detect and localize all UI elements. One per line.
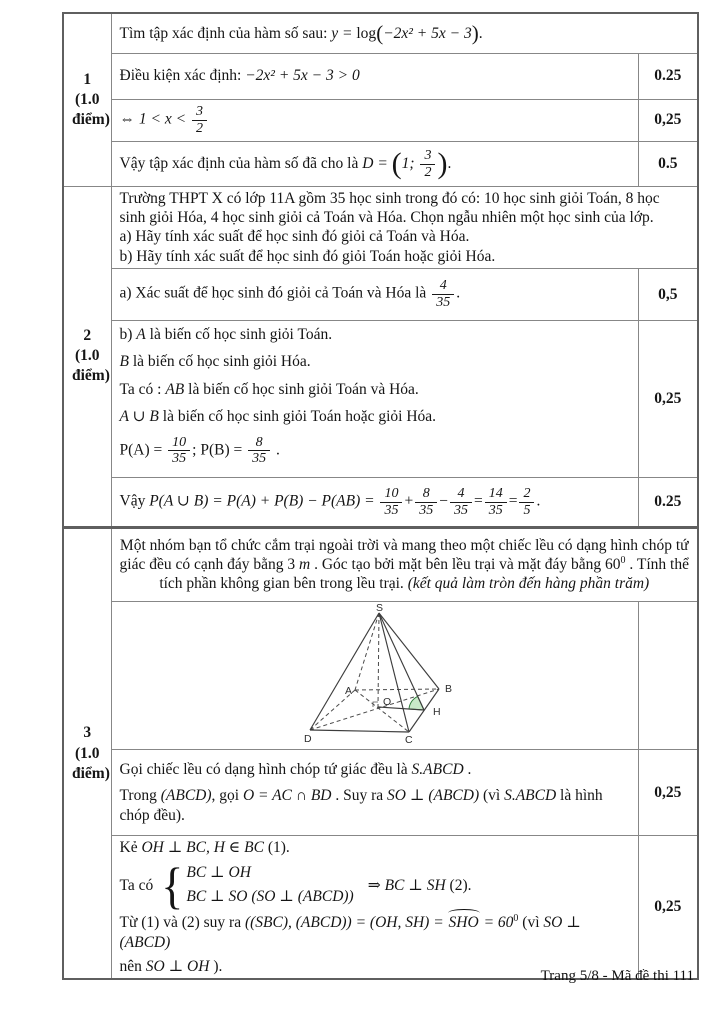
equals-60: = 60 <box>479 914 514 932</box>
q2-conclusion-cell <box>111 477 638 527</box>
degree-sup: 0 <box>513 913 519 925</box>
q3-step2-line1: Kẻ OH ⊥ BC, H ∈ BC (1). <box>119 838 290 856</box>
edge-SA <box>355 613 379 690</box>
paren-open: ( <box>391 146 402 180</box>
label-S: S <box>375 601 383 614</box>
question-points: (1.0 <box>74 90 100 108</box>
fraction: $\frac{4}{35}$ <box>432 278 454 310</box>
q3-step1-line2: Trong (ABCD), gọi O = AC ∩ BD . Suy ra SO ⊥ (ABCD) (vì S.ABCD là hình chóp đều). <box>119 787 603 824</box>
score-cell: 0,25 <box>638 835 698 979</box>
q2-b-line4: A ∪ B là biến cố học sinh giỏi Toán hoặc giỏi Hóa. <box>119 408 437 426</box>
event-A: A <box>136 326 146 343</box>
q2-b-line1: b) A là biến cố học sinh giỏi Toán. <box>119 326 333 343</box>
q3-step2-cell <box>111 835 638 979</box>
system-result: ⇒ BC ⊥ SH (2). <box>367 876 472 894</box>
q2-statement-b: b) Hãy tính xác suất để học sinh đó giỏi Toán hoặc giỏi Hóa. <box>119 247 496 265</box>
fraction: $\frac{8}{35}$ <box>248 435 270 467</box>
edge-AB <box>355 689 439 690</box>
q1-domain-var: D = <box>362 154 392 172</box>
pyramid-diagram <box>112 602 639 744</box>
edge-SC <box>379 613 409 732</box>
fraction: $\frac{3}{2}$ <box>192 104 207 136</box>
label-A: A <box>344 684 352 697</box>
q2-conclusion-text: Vậy <box>119 492 150 510</box>
q1-statement-var: y = <box>331 25 357 43</box>
prob-A: P(A) = <box>119 441 167 459</box>
question-points-2: điểm) <box>72 367 110 385</box>
OH-perp-BC: OH ⊥ BC, H ∈ BC <box>141 838 264 856</box>
answer-table-q1-q2 <box>62 12 699 528</box>
fraction: $\frac{8}{35}$ <box>415 486 437 518</box>
period: . <box>272 441 280 459</box>
q2-statement-paragraph: Trường THPT X có lớp 11A gồm 35 học sinh trong đó có: 10 học sinh giỏi Toán, 8 học sinh giỏi Hóa, 4 học sinh giỏi cả Toán và Hóa. Chọn ngẫu nhiên một học sinh của lớp. <box>119 189 660 226</box>
q2-statement-a: a) Hãy tính xác suất để học sinh đó giỏi cả Toán và Hóa. <box>119 228 470 246</box>
score-cell: 0.5 <box>638 141 698 186</box>
BC-perp-SH: BC ⊥ SH <box>384 876 446 894</box>
question-number: 2 <box>83 327 92 345</box>
edge-DC <box>310 730 409 732</box>
SO-perp: SO ⊥ (ABCD) <box>387 787 480 805</box>
pyramid-name: S.ABCD <box>411 760 464 778</box>
q1-interval-start: 1; <box>401 154 419 172</box>
degree-sup: 0 <box>620 554 626 566</box>
answer-table-q3 <box>62 527 699 980</box>
plane-ABCD: (ABCD) <box>160 787 212 805</box>
implies-arrow: ⇒ <box>367 876 385 894</box>
score-cell: 0,25 <box>638 321 698 478</box>
dihedral-angle-eq: ((SBC), (ABCD)) = (OH, SH) = <box>244 914 448 932</box>
q3-step1-cell <box>111 749 638 835</box>
q3-statement-text: Một nhóm bạn tổ chức cắm trại ngoài trời và mang theo một chiếc lều có dạng hình chóp tứ giác đều có cạnh đáy bằng 3 <box>119 536 689 574</box>
label-D: D <box>303 732 312 744</box>
label-H: H <box>432 705 441 718</box>
label-B: B <box>444 682 452 695</box>
brace-icon: { <box>161 856 184 914</box>
question-points-2: điểm) <box>72 110 110 128</box>
unit-m: m <box>298 556 311 574</box>
score-cell: 0.25 <box>638 477 698 527</box>
angle-marker-SHO <box>409 696 424 710</box>
event-B: B <box>119 353 129 371</box>
score-cell: 0,25 <box>638 749 698 835</box>
question-2-number-cell <box>63 186 111 527</box>
period: . <box>456 285 461 303</box>
question-number: 3 (1.0 <box>74 724 100 762</box>
fraction: $\frac{4}{35}$ <box>450 486 472 518</box>
fraction: $\frac{10}{35}$ <box>380 486 402 518</box>
fraction: $\frac{10}{35}$ <box>168 435 190 467</box>
q2-formula: P(A ∪ B) = P(A) + P(B) − P(AB) = <box>149 492 379 510</box>
q2-statement-cell <box>111 186 698 269</box>
score-cell: 0,5 <box>638 269 698 321</box>
score-cell-empty <box>638 601 698 749</box>
event-A-union-B: A ∪ B <box>119 408 159 426</box>
score-cell: 0.25 <box>638 53 698 99</box>
q1-conclusion-text: Vậy tập xác định của hàm số đã cho là <box>119 154 363 172</box>
q1-log: log <box>356 25 377 43</box>
question-number: 1 <box>83 70 92 88</box>
angle-SHO-hat: SHO <box>448 914 479 932</box>
edge-SD <box>310 613 379 730</box>
page-footer: Trang 5/8 - Mã đề thi 111 <box>540 968 694 984</box>
q2-b-line5 <box>120 435 630 467</box>
q1-conclusion-cell <box>111 141 638 186</box>
q2-answer-b-cell <box>111 321 638 478</box>
q2-b-line3: Ta có : AB là biến cố học sinh giỏi Toán và Hóa. <box>119 380 419 398</box>
q2-answer-a-text: a) Xác suất để học sinh đó giỏi cả Toán và Hóa là <box>119 285 431 303</box>
height-SO <box>378 613 379 707</box>
op-equals: = <box>508 492 518 510</box>
q3-step2-system <box>119 856 630 914</box>
question-1-number-cell <box>63 13 111 186</box>
pyramid-name: S.ABCD <box>504 787 557 805</box>
op-plus: + <box>404 492 414 510</box>
period: . <box>478 25 483 43</box>
taco-label: Ta có <box>119 876 154 894</box>
q3-step2-line3: Từ (1) và (2) suy ra ((SBC), (ABCD)) = (OH, SH) = SHO = $60^0$ (vì SO ⊥ (ABCD) <box>119 913 581 951</box>
op-minus: − <box>439 492 448 510</box>
q1-step2-cell <box>111 99 638 141</box>
diagonal-AC <box>355 690 409 732</box>
label-C: C <box>404 733 413 744</box>
paren-close: ) <box>471 21 479 46</box>
q1-step1-cell <box>111 53 638 99</box>
q2-answer-a-cell <box>111 269 638 321</box>
question-points: điểm) <box>72 764 110 782</box>
fraction: $\frac{2}{5}$ <box>519 486 534 518</box>
q1-step2-math: ⇔ 1 < x < <box>119 110 190 128</box>
period: . <box>536 492 541 510</box>
pyramid-figure-cell <box>111 601 638 749</box>
q2-b-line2: B là biến cố học sinh giỏi Hóa. <box>119 353 311 371</box>
SO-perp-ABCD: SO ⊥ (ABCD) <box>119 914 581 951</box>
system-cases <box>186 861 353 909</box>
center-O-def: O = AC ∩ BD <box>242 787 332 805</box>
question-points: (1.0 <box>74 347 100 365</box>
q1-step1-label: Điều kiện xác định: <box>119 67 246 85</box>
SO-perp-OH: SO ⊥ OH <box>145 958 210 976</box>
op-equals: = <box>473 492 483 510</box>
case-bottom: BC ⊥ SO (SO ⊥ (ABCD)) <box>186 888 354 906</box>
q3-step2-line4: nên SO ⊥ OH ). <box>119 958 223 976</box>
question-3-number-cell <box>63 528 111 979</box>
q3-step1-line1: Gọi chiếc lều có dạng hình chóp tứ giác đều là S.ABCD . <box>119 760 472 778</box>
prob-B: ; P(B) = <box>192 441 247 459</box>
paren-close: ) <box>437 146 448 180</box>
q3-statement-cell: Một nhóm bạn tổ chức cắm trại ngoài trời và mang theo một chiếc lều có dạng hình chóp tứ giác đều có cạnh đáy bằng 3 m . Góc tạo bởi mặt bên lều trại và mặt đáy bằng $60^0$ . Tính thể tích phần không gian bên trong lều trại. (kết quả làm tròn đến hàng phần trăm) <box>111 528 698 601</box>
period: . <box>447 154 452 172</box>
event-AB: AB <box>165 380 185 398</box>
q1-step1-math: −2x² + 5x − 3 > 0 <box>245 67 360 85</box>
q1-statement-text: Tìm tập xác định của hàm số sau: <box>119 25 332 43</box>
case-top: BC ⊥ OH <box>186 864 251 882</box>
label-O: O <box>382 695 391 708</box>
fraction: $\frac{14}{35}$ <box>485 486 507 518</box>
score-cell: 0,25 <box>638 99 698 141</box>
fraction: $\frac{3}{2}$ <box>420 148 435 180</box>
q1-polynomial: −2x² + 5x − 3 <box>383 25 472 43</box>
q3-rounding-note: (kết quả làm tròn đến hàng phần trăm) <box>407 575 650 593</box>
q1-statement-cell <box>111 13 698 53</box>
paren-open: ( <box>376 21 384 46</box>
